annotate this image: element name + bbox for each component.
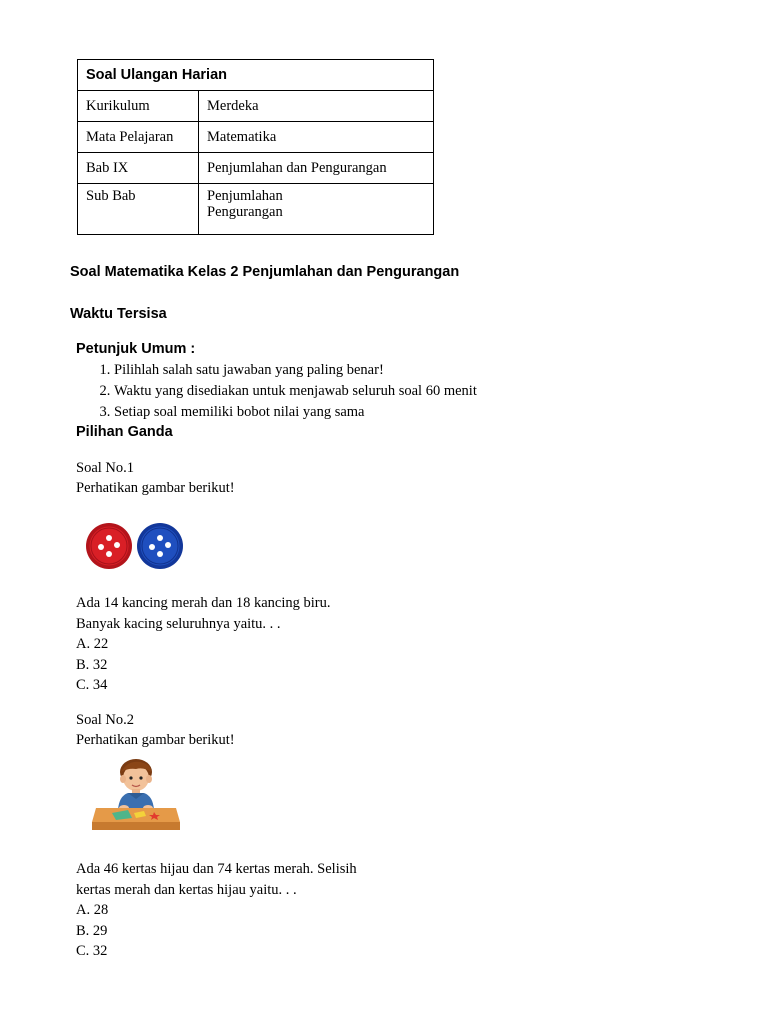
question-number: Soal No.1 — [76, 460, 134, 476]
answer-option[interactable]: A. 22 — [76, 636, 109, 652]
question-2 — [76, 710, 235, 750]
question-prompt: Perhatikan gambar berikut! — [76, 732, 235, 748]
curriculum-label: Kurikulum — [78, 91, 199, 122]
chapter-label: Bab IX — [78, 153, 199, 184]
instructions-list — [76, 360, 477, 423]
buttons-image — [84, 521, 186, 571]
answer-option[interactable]: C. 32 — [76, 943, 108, 959]
subchapter-value-line2: Pengurangan — [207, 204, 283, 220]
chapter-value: Penjumlahan dan Pengurangan — [199, 153, 434, 184]
info-table — [77, 59, 434, 235]
info-table-title: Soal Ulangan Harian — [78, 60, 434, 91]
instruction-item: 3. Setiap soal memiliki bobot nilai yang sama — [114, 402, 477, 423]
subchapter-value — [199, 184, 434, 235]
curriculum-value: Merdeka — [199, 91, 434, 122]
instruction-item: 1. Pilihlah salah satu jawaban yang paling benar! — [114, 360, 477, 381]
subchapter-value-line1: Penjumlahan — [207, 188, 283, 204]
blue-button-icon — [137, 523, 183, 569]
subject-value: Matematika — [199, 122, 434, 153]
answer-option[interactable]: B. 32 — [76, 656, 108, 673]
subchapter-label: Sub Bab — [78, 184, 199, 235]
question-text: Ada 46 kertas hijau dan 74 kertas merah. Selisih — [76, 861, 357, 877]
section-title: Pilihan Ganda — [76, 424, 173, 440]
question-text: Ada 14 kancing merah dan 18 kancing biru. — [76, 595, 331, 611]
boy-paper-image — [88, 758, 184, 836]
answer-option[interactable]: C. 34 — [76, 677, 108, 693]
timer-label: Waktu Tersisa — [70, 306, 167, 322]
subject-label: Mata Pelajaran — [78, 122, 199, 153]
question-2-body — [76, 859, 357, 962]
question-1-body — [76, 593, 330, 696]
question-number: Soal No.2 — [76, 712, 134, 728]
answer-option[interactable]: B. 29 — [76, 922, 108, 939]
question-prompt: Perhatikan gambar berikut! — [76, 480, 235, 496]
question-text: Banyak kacing seluruhnya yaitu. . . — [76, 615, 281, 632]
instruction-item: 2. Waktu yang disediakan untuk menjawab seluruh soal 60 menit — [114, 381, 477, 402]
page-title: Soal Matematika Kelas 2 Penjumlahan dan Pengurangan — [70, 264, 460, 280]
answer-option[interactable]: A. 28 — [76, 902, 109, 918]
question-text: kertas merah dan kertas hijau yaitu. . . — [76, 881, 297, 898]
instructions-heading: Petunjuk Umum : — [76, 341, 196, 357]
question-1 — [76, 458, 235, 498]
red-button-icon — [86, 523, 132, 569]
